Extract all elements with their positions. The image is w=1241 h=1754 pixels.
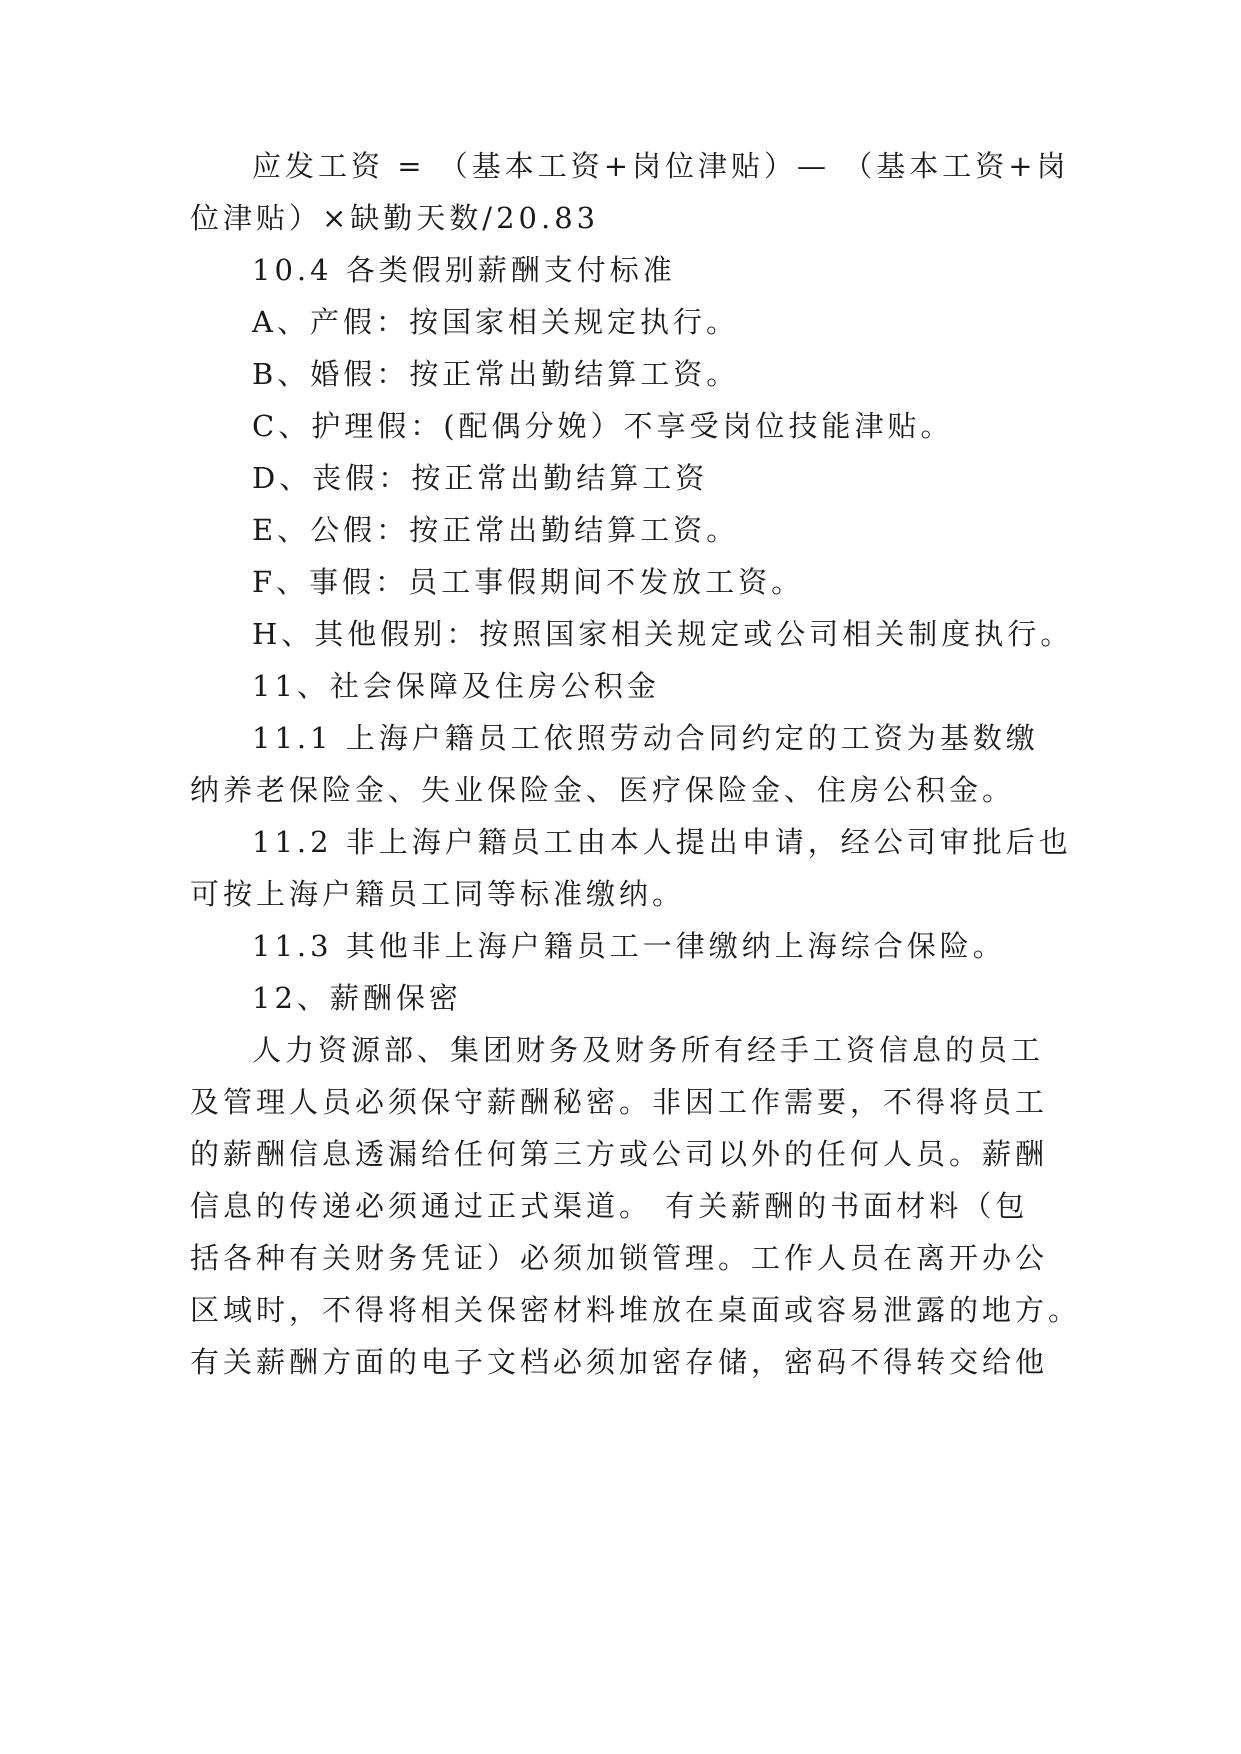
paragraph-12-line-6: 区域时，不得将相关保密材料堆放在桌面或容易泄露的地方。 — [190, 1293, 1082, 1327]
section-heading-10-4: 10.4 各类假别薪酬支付标准 — [252, 253, 676, 287]
leave-item-b: B、婚假：按正常出勤结算工资。 — [252, 357, 740, 391]
paragraph-11-1-line-2: 纳养老保险金、失业保险金、医疗保险金、住房公积金。 — [190, 773, 1016, 807]
leave-item-h: H、其他假别：按照国家相关规定或公司相关制度执行。 — [252, 617, 1074, 651]
paragraph-12-line-5: 括各种有关财务凭证）必须加锁管理。工作人员在离开办公 — [190, 1241, 1049, 1275]
paragraph-11-2-line-2: 可按上海户籍员工同等标准缴纳。 — [190, 877, 686, 911]
paragraph-12-line-7: 有关薪酬方面的电子文档必须加密存储，密码不得转交给他 — [190, 1345, 1049, 1379]
leave-item-f: F、事假：员工事假期间不发放工资。 — [252, 565, 805, 599]
formula-line-1: 应发工资 = （基本工资+岗位津贴）— （基本工资+岗 — [252, 149, 1070, 183]
paragraph-12-line-4: 信息的传递必须通过正式渠道。 有关薪酬的书面材料（包 — [190, 1189, 1029, 1223]
section-heading-11: 11、社会保障及住房公积金 — [252, 669, 660, 703]
formula-line-2: 位津贴）×缺勤天数/20.83 — [190, 201, 600, 235]
paragraph-11-3: 11.3 其他非上海户籍员工一律缴纳上海综合保险。 — [252, 929, 1006, 963]
leave-item-a: A、产假：按国家相关规定执行。 — [252, 305, 739, 339]
leave-item-d: D、丧假：按正常出勤结算工资 — [252, 461, 709, 495]
section-heading-12: 12、薪酬保密 — [252, 981, 462, 1015]
leave-item-c: C、护理假：(配偶分娩）不享受岗位技能津贴。 — [252, 409, 954, 443]
leave-item-e: E、公假：按正常出勤结算工资。 — [252, 513, 740, 547]
paragraph-11-2-line-1: 11.2 非上海户籍员工由本人提出申请，经公司审批后也 — [252, 825, 1072, 859]
paragraph-12-line-2: 及管理人员必须保守薪酬秘密。非因工作需要，不得将员工 — [190, 1085, 1049, 1119]
paragraph-12-line-3: 的薪酬信息透漏给任何第三方或公司以外的任何人员。薪酬 — [190, 1137, 1049, 1171]
paragraph-11-1-line-1: 11.1 上海户籍员工依照劳动合同约定的工资为基数缴 — [252, 721, 1039, 755]
paragraph-12-line-1: 人力资源部、集团财务及财务所有经手工资信息的员工 — [252, 1033, 1045, 1067]
